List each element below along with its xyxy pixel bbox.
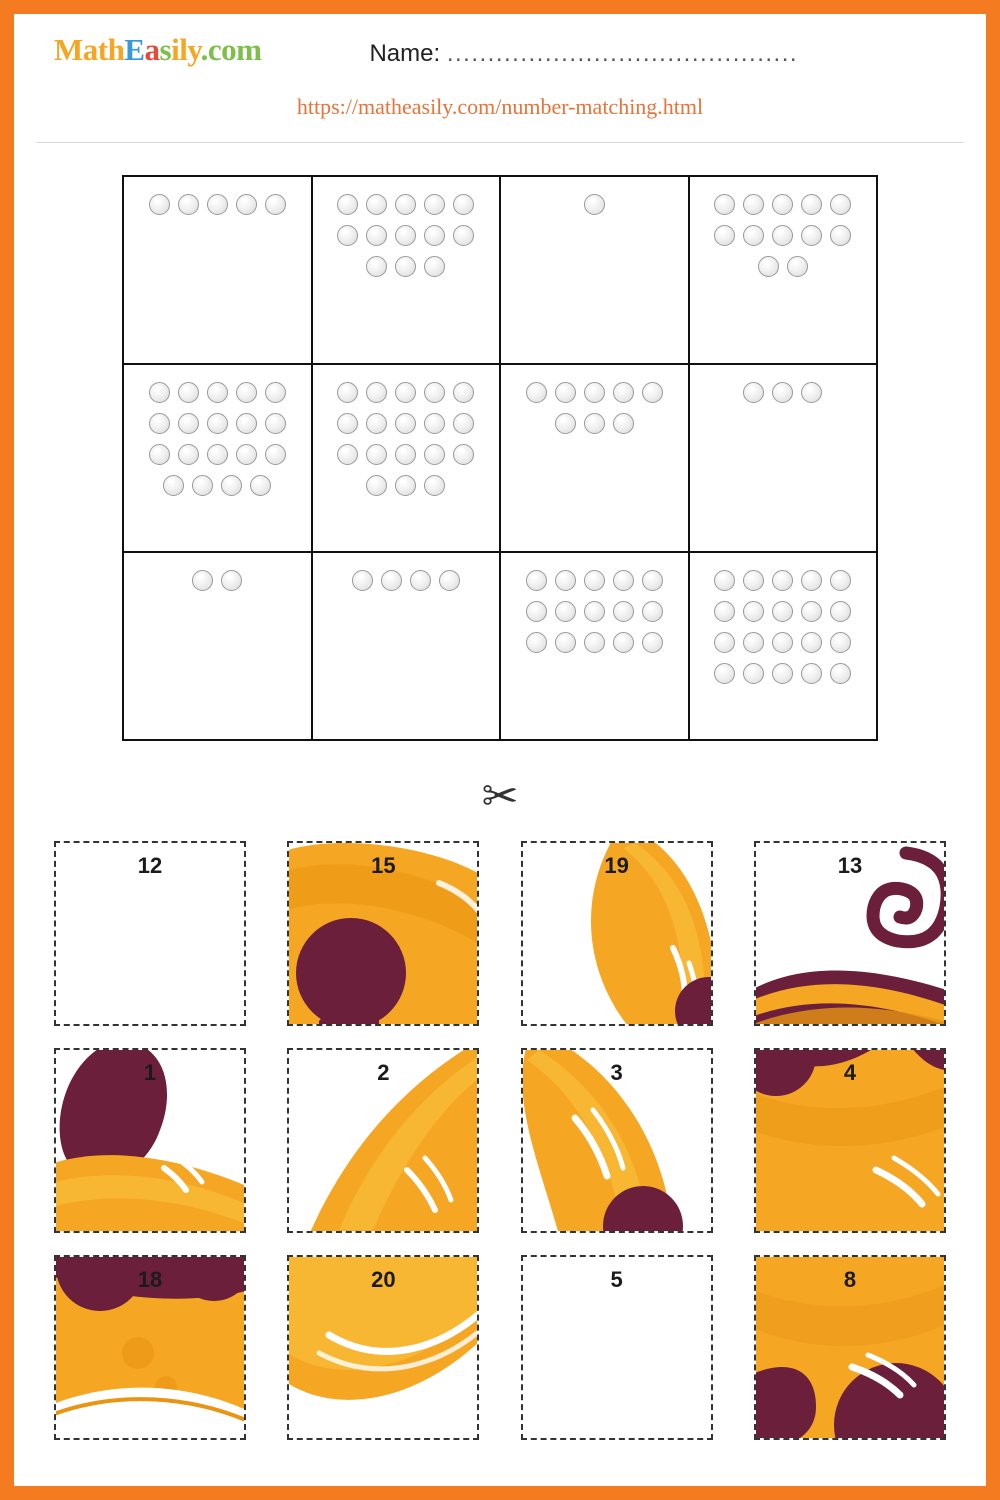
- page-header: [14, 14, 986, 68]
- counter-dot: [526, 382, 547, 403]
- counter-dot: [526, 570, 547, 591]
- counter-dot: [772, 632, 793, 653]
- counter-dot: [149, 382, 170, 403]
- counter-dot: [424, 256, 445, 277]
- card-number: 8: [843, 1267, 857, 1292]
- counter-dot: [830, 570, 851, 591]
- counter-dot: [250, 475, 271, 496]
- counter-dot: [555, 632, 576, 653]
- dot-grid-wrapper: [14, 175, 986, 741]
- counter-dot: [555, 601, 576, 622]
- counter-dot: [743, 601, 764, 622]
- counter-dot: [366, 382, 387, 403]
- counter-dot: [395, 225, 416, 246]
- counter-dot: [642, 601, 663, 622]
- counter-dot: [526, 601, 547, 622]
- number-card[interactable]: [287, 1255, 479, 1440]
- counter-dot: [714, 663, 735, 684]
- card-number: 1: [143, 1060, 157, 1085]
- counter-dot: [714, 601, 735, 622]
- dot-cell: [124, 365, 313, 553]
- card-number: 5: [610, 1267, 623, 1292]
- counter-dot: [381, 570, 402, 591]
- counter-dot: [395, 256, 416, 277]
- number-card[interactable]: [54, 841, 246, 1026]
- counter-dot: [714, 194, 735, 215]
- counter-dot: [352, 570, 373, 591]
- counter-dot: [758, 256, 779, 277]
- counter-dot: [424, 225, 445, 246]
- counter-dot: [613, 570, 634, 591]
- counter-dot: [714, 570, 735, 591]
- counter-dot: [265, 413, 286, 434]
- dot-cell: [690, 365, 879, 553]
- counter-dot: [801, 194, 822, 215]
- card-number: 2: [377, 1060, 390, 1085]
- counter-dot: [772, 570, 793, 591]
- counter-dot: [584, 194, 605, 215]
- cards-row: [54, 1048, 946, 1233]
- card-number: 20: [371, 1267, 396, 1292]
- counter-dot: [236, 194, 257, 215]
- number-card[interactable]: [54, 1048, 246, 1233]
- number-card[interactable]: [287, 841, 479, 1026]
- card-number: 19: [604, 853, 629, 878]
- logo-part-e: E: [124, 32, 145, 67]
- counter-dot: [743, 225, 764, 246]
- counter-dot: [207, 382, 228, 403]
- counter-dot: [830, 632, 851, 653]
- counter-dot: [453, 194, 474, 215]
- counter-dot: [584, 413, 605, 434]
- counter-dot: [584, 601, 605, 622]
- counter-dot: [584, 632, 605, 653]
- site-logo: [54, 32, 261, 68]
- counter-dot: [178, 194, 199, 215]
- counter-dot: [265, 444, 286, 465]
- counter-dot: [265, 194, 286, 215]
- counter-dot: [337, 225, 358, 246]
- counter-dot: [772, 663, 793, 684]
- counter-dot: [526, 632, 547, 653]
- counter-dot: [743, 382, 764, 403]
- counter-dot: [337, 382, 358, 403]
- counter-dot: [830, 663, 851, 684]
- counter-dot: [642, 382, 663, 403]
- card-number: 18: [137, 1267, 163, 1292]
- counter-dot: [410, 570, 431, 591]
- logo-part-com: .com: [200, 32, 262, 67]
- scissors-icon: ✂: [481, 772, 519, 821]
- dot-cell: [124, 177, 313, 365]
- counter-dot: [424, 444, 445, 465]
- logo-part-s: s: [159, 32, 172, 67]
- counter-dot: [337, 444, 358, 465]
- worksheet-inner: [14, 14, 986, 1486]
- card-number: 3: [610, 1060, 623, 1085]
- counter-dot: [801, 663, 822, 684]
- number-card[interactable]: [754, 1255, 946, 1440]
- counter-dot: [395, 444, 416, 465]
- counter-dot: [221, 570, 242, 591]
- counter-dot: [424, 475, 445, 496]
- counter-dot: [236, 413, 257, 434]
- counter-dot: [743, 194, 764, 215]
- number-card[interactable]: [287, 1048, 479, 1233]
- counter-dot: [395, 194, 416, 215]
- counter-dot: [221, 475, 242, 496]
- counter-dot: [830, 194, 851, 215]
- counter-dot: [424, 194, 445, 215]
- counter-dot: [714, 225, 735, 246]
- counter-dot: [207, 413, 228, 434]
- number-card[interactable]: [754, 841, 946, 1026]
- card-number: 4: [843, 1060, 857, 1085]
- counter-dot: [584, 570, 605, 591]
- dot-cell: [501, 365, 690, 553]
- counter-dot: [801, 632, 822, 653]
- counter-dot: [743, 570, 764, 591]
- card-number: 15: [371, 853, 396, 878]
- counter-dot: [714, 632, 735, 653]
- name-field: [369, 40, 798, 68]
- source-url: https://matheasily.com/number-matching.html: [296, 94, 704, 119]
- name-blank-line: ...........................................: [446, 40, 799, 67]
- counter-dot: [743, 663, 764, 684]
- counter-dot: [149, 194, 170, 215]
- counter-dot: [395, 475, 416, 496]
- counter-dot: [801, 601, 822, 622]
- counter-dot: [787, 256, 808, 277]
- counter-dot: [207, 194, 228, 215]
- counter-dot: [453, 382, 474, 403]
- counter-dot: [613, 632, 634, 653]
- counter-dot: [439, 570, 460, 591]
- logo-part-math: Math: [54, 32, 125, 67]
- counter-dot: [613, 413, 634, 434]
- counter-dot: [772, 194, 793, 215]
- counter-dot: [236, 382, 257, 403]
- dot-cell: [124, 553, 313, 741]
- counter-dot: [830, 601, 851, 622]
- cards-row: [54, 841, 946, 1026]
- cards-row: [54, 1255, 946, 1440]
- counter-dot: [453, 444, 474, 465]
- counter-dot: [772, 382, 793, 403]
- counter-dot: [555, 570, 576, 591]
- counter-dot: [801, 570, 822, 591]
- dot-cell: [313, 553, 502, 741]
- counter-dot: [772, 601, 793, 622]
- logo-part-ily: ily: [171, 32, 201, 67]
- dot-grid-row: [124, 553, 878, 741]
- counter-dot: [613, 601, 634, 622]
- counter-dot: [801, 225, 822, 246]
- card-number: 13: [837, 853, 863, 878]
- counter-dot: [613, 382, 634, 403]
- dot-cell: [690, 553, 879, 741]
- counter-dot: [149, 413, 170, 434]
- counter-dot: [366, 256, 387, 277]
- counter-dot: [743, 632, 764, 653]
- number-card[interactable]: [54, 1255, 246, 1440]
- counter-dot: [555, 382, 576, 403]
- counter-dot: [192, 475, 213, 496]
- counter-dot: [642, 632, 663, 653]
- dot-grid-row: [124, 365, 878, 553]
- name-label: Name:: [369, 40, 441, 67]
- number-card[interactable]: [521, 1048, 713, 1233]
- counter-dot: [830, 225, 851, 246]
- counter-dot: [366, 444, 387, 465]
- dot-cell: [501, 553, 690, 741]
- counter-dot: [163, 475, 184, 496]
- counter-dot: [178, 382, 199, 403]
- counter-dot: [555, 413, 576, 434]
- counter-dot: [395, 382, 416, 403]
- dot-cell: [313, 177, 502, 365]
- number-card[interactable]: [521, 841, 713, 1026]
- dot-cell: [501, 177, 690, 365]
- dot-grid: [122, 175, 878, 741]
- counter-dot: [453, 413, 474, 434]
- counter-dot: [395, 413, 416, 434]
- counter-dot: [366, 475, 387, 496]
- counter-dot: [149, 444, 170, 465]
- counter-dot: [366, 413, 387, 434]
- cut-out-cards: [54, 841, 946, 1440]
- counter-dot: [236, 444, 257, 465]
- counter-dot: [584, 382, 605, 403]
- dot-cell: [313, 365, 502, 553]
- counter-dot: [207, 444, 228, 465]
- header-divider: [36, 142, 964, 143]
- counter-dot: [178, 444, 199, 465]
- counter-dot: [424, 413, 445, 434]
- dot-cell: [690, 177, 879, 365]
- counter-dot: [366, 225, 387, 246]
- dot-grid-row: [124, 177, 878, 365]
- counter-dot: [265, 382, 286, 403]
- counter-dot: [178, 413, 199, 434]
- counter-dot: [337, 413, 358, 434]
- logo-part-a: a: [144, 32, 160, 67]
- counter-dot: [366, 194, 387, 215]
- counter-dot: [642, 570, 663, 591]
- counter-dot: [453, 225, 474, 246]
- counter-dot: [337, 194, 358, 215]
- counter-dot: [192, 570, 213, 591]
- card-number: 12: [137, 853, 163, 878]
- number-card[interactable]: [754, 1048, 946, 1233]
- number-card[interactable]: [521, 1255, 713, 1440]
- counter-dot: [801, 382, 822, 403]
- counter-dot: [772, 225, 793, 246]
- counter-dot: [424, 382, 445, 403]
